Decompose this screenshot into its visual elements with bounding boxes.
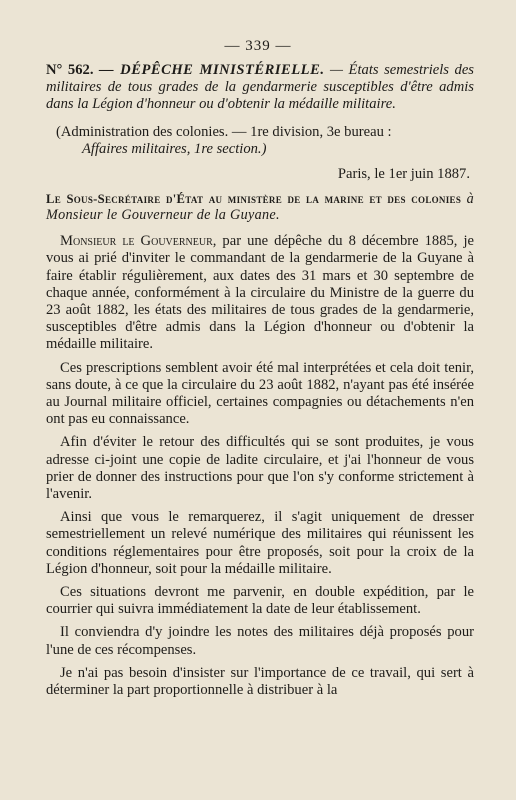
paragraph-2: Ces prescriptions semblent avoir été mal interprétées et cela doit tenir, sans doute, à ce que la circulaire du 23 août 1882, n'ayant pas été insérée au Journal militaire officiel, certaines compagnies ou détachements n'en ont pas eu connaissance. bbox=[46, 359, 474, 428]
paragraph-6: Il conviendra d'y joindre les notes des militaires déjà proposés pour l'une de ces récompenses. bbox=[46, 624, 474, 658]
paragraph-1 bbox=[46, 233, 474, 353]
dispatch-subtitle: — États semestriels des militaires de tous grades de la gendarmerie susceptibles d'être admis dans la Légion d'honneur ou d'obtenir la médaille militaire. bbox=[46, 62, 474, 113]
address-recipient: à Monsieur le Gouverneur de la Guyane. bbox=[46, 191, 474, 224]
paragraph-1-text: par une dépêche du 8 décembre 1885, je vous ai prié d'inviter le commandant de la gendarmerie de la Guyane à faire établir régulièrement, aux dates des 31 mars et 30 septembre de chaque année, conformément à la circulaire du Ministre de la guerre du 23 août 1882, les états des militaires de tous grades de la gendarmerie, susceptibles d'être admis dans la Légion d'honneur ou d'obtenir la médaille militaire. bbox=[46, 233, 474, 353]
dispatch-title: — DÉPÊCHE MINISTÉRIELLE. bbox=[99, 62, 325, 78]
dispatch-number: N° 562. bbox=[46, 62, 94, 78]
paragraph-7: Je n'ai pas besoin d'insister sur l'importance de ce travail, qui sert à déterminer la part proportionnelle à distribuer à la bbox=[46, 664, 474, 699]
salutation: Monsieur le Gouverneur, bbox=[60, 233, 217, 250]
administration-line-1: (Administration des colonies. — 1re division, 3e bureau : bbox=[56, 123, 392, 140]
administration-reference bbox=[46, 124, 474, 158]
paragraph-5: Ces situations devront me parvenir, en double expédition, par le courrier qui suivra immédiatement la date de leur établissement. bbox=[46, 584, 474, 618]
dateline: Paris, le 1er juin 1887. bbox=[337, 166, 470, 183]
administration-line-2: Affaires militaires, 1re section.) bbox=[82, 140, 267, 157]
paragraph-3: Afin d'éviter le retour des difficultés qui se sont produites, je vous adresse ci-joint une copie de ladite circulaire, et j'ai l'honneur de vous prier de donner des instructions pour que l'on s'y conforme strictement à l'avenir. bbox=[46, 434, 474, 503]
document-body bbox=[46, 62, 474, 699]
dispatch-header bbox=[46, 62, 474, 114]
address-sender: Le Sous-Secrétaire d'État au ministère de la marine et des colonies bbox=[46, 192, 462, 207]
paragraph-4: Ainsi que vous le remarquerez, il s'agit uniquement de dresser semestriellement un relevé numérique des militaires qui réunissent les conditions réglementaires pour être proposés, soit pour la croix de la Légion d'honneur, soit pour la médaille militaire. bbox=[46, 509, 474, 577]
page-number: — 339 — bbox=[224, 38, 292, 54]
address-block bbox=[46, 191, 474, 223]
